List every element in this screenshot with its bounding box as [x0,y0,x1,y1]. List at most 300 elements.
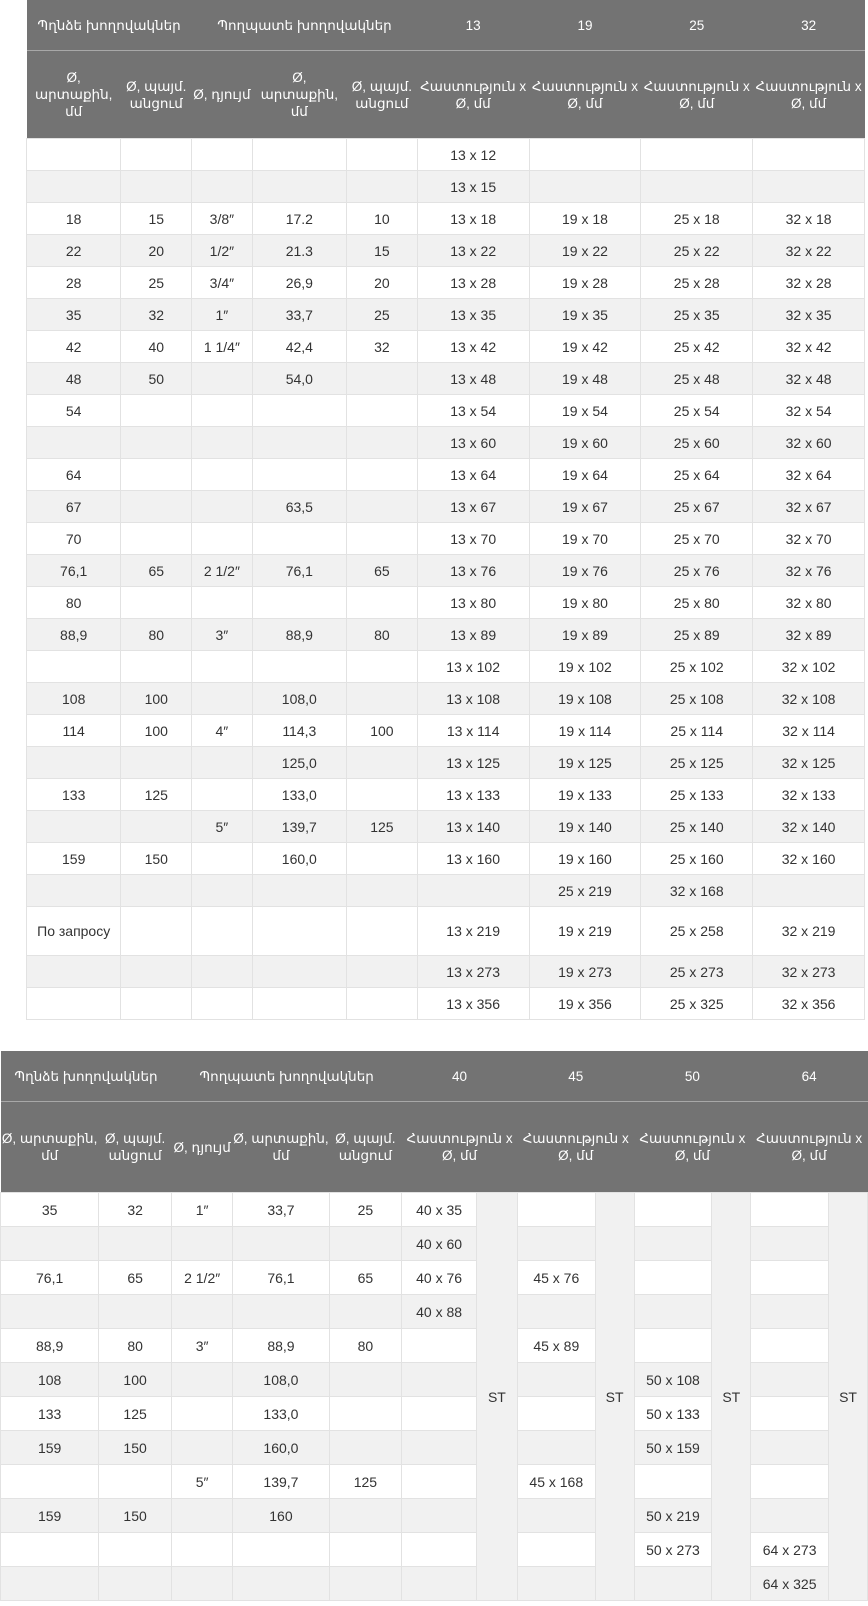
table-cell: 76,1 [1,1261,99,1295]
table-subheader-row [27,51,865,139]
table-cell: 150 [99,1499,172,1533]
copper-pipes-header: Պղնձե խողովակներ [27,0,192,51]
table-cell: 88,9 [233,1329,329,1363]
table-cell: 25 x 22 [641,235,753,267]
column-header: Ø, արտաքին, մմ [1,1102,99,1193]
table-cell: 40 x 35 [402,1193,477,1227]
table-cell: 32 x 125 [753,747,865,779]
table-cell: 13 x 35 [417,299,529,331]
table-cell: 100 [121,715,192,747]
table-cell: 63,5 [252,491,346,523]
table-cell [252,651,346,683]
table-cell [192,875,253,907]
table-subheader-row [1,1102,868,1193]
table-cell [192,779,253,811]
table-cell: 13 x 140 [417,811,529,843]
table-cell [192,363,253,395]
table-cell: 25 x 80 [641,587,753,619]
table-cell: 13 x 80 [417,587,529,619]
table-cell [347,747,418,779]
table-cell [99,1295,172,1329]
table-cell [252,171,346,203]
table-cell: 133,0 [252,779,346,811]
table-cell: 19 x 67 [529,491,641,523]
table-cell: 133 [27,779,121,811]
table-cell: 25 x 325 [641,988,753,1020]
table-cell [329,1431,402,1465]
table-row [27,235,865,267]
table-cell [329,1567,402,1601]
table-cell: 19 x 76 [529,555,641,587]
table-cell [121,988,192,1020]
table-cell: 5″ [192,811,253,843]
column-header: Հաստություն x Ø, մմ [751,1102,868,1193]
table-cell: 19 x 28 [529,267,641,299]
table-cell: 19 x 60 [529,427,641,459]
table-row [27,747,865,779]
table-cell: 19 x 70 [529,523,641,555]
st-cell: ST [476,1193,517,1601]
table-row [27,459,865,491]
table-cell [27,171,121,203]
table-cell [529,139,641,171]
table-cell [192,427,253,459]
table-cell [634,1567,712,1601]
column-header: Հաստություն x Ø, մմ [517,1102,634,1193]
table-cell [252,459,346,491]
column-header: Հաստություն x Ø, մմ [402,1102,518,1193]
table-cell: 32 x 22 [753,235,865,267]
table-cell: 76,1 [233,1261,329,1295]
table-cell: 32 x 89 [753,619,865,651]
table-row [27,331,865,363]
table-cell: 19 x 35 [529,299,641,331]
table-cell: 25 x 140 [641,811,753,843]
table-row [27,587,865,619]
table-cell: 13 x 125 [417,747,529,779]
table-cell: 50 x 273 [634,1533,712,1567]
thickness-64-header: 64 [751,1051,868,1102]
table-cell [347,683,418,715]
table-cell [634,1261,712,1295]
table-cell [27,651,121,683]
table-cell: 33,7 [233,1193,329,1227]
table-cell: 159 [1,1499,99,1533]
table-cell: 19 x 125 [529,747,641,779]
table-cell [329,1363,402,1397]
table-cell: 25 x 28 [641,267,753,299]
table-cell: 45 x 76 [517,1261,595,1295]
table-cell [121,171,192,203]
table-cell: 42,4 [252,331,346,363]
thickness-32-header: 32 [753,0,865,51]
table-row [27,299,865,331]
table-cell: 32 [347,331,418,363]
table-cell: 88,9 [1,1329,99,1363]
table-cell [347,587,418,619]
table-cell: 19 x 64 [529,459,641,491]
column-header: Ø, պայմ. անցում [347,51,418,139]
table-cell: 50 x 108 [634,1363,712,1397]
table-cell: 1″ [192,299,253,331]
column-header: Ø, արտաքին, մմ [27,51,121,139]
table-cell: 19 x 89 [529,619,641,651]
table-cell [252,907,346,956]
table-cell: 32 x 168 [641,875,753,907]
table-cell [121,811,192,843]
table-cell [402,1499,477,1533]
table-cell [402,1567,477,1601]
table-cell [641,139,753,171]
table-cell [347,491,418,523]
table-cell: 13 x 18 [417,203,529,235]
table-cell [347,843,418,875]
table-cell [1,1567,99,1601]
table-row [27,988,865,1020]
table-cell [121,491,192,523]
table-cell: 40 x 60 [402,1227,477,1261]
table-cell: 32 [99,1193,172,1227]
table-cell: 114,3 [252,715,346,747]
table-cell [751,1465,829,1499]
table-cell [517,1499,595,1533]
table-cell: 25 [121,267,192,299]
table-cell: 25 x 18 [641,203,753,235]
table-cell: 65 [347,555,418,587]
table-cell: 80 [99,1329,172,1363]
table-cell: 150 [99,1431,172,1465]
table-cell [252,139,346,171]
table-row [27,395,865,427]
table-cell [121,956,192,988]
column-header: Ø, արտաքին, մմ [233,1102,329,1193]
table-cell: 32 x 28 [753,267,865,299]
table-cell [27,427,121,459]
table-cell: 54,0 [252,363,346,395]
table-cell: 35 [1,1193,99,1227]
table-row [27,843,865,875]
table-cell [402,1397,477,1431]
table-cell [233,1295,329,1329]
table-cell: 15 [121,203,192,235]
pipe-size-table-13-32 [26,0,865,1020]
column-header: Հաստություն x Ø, մմ [529,51,641,139]
table-cell: 25 x 102 [641,651,753,683]
table-cell: 108,0 [233,1363,329,1397]
table-cell: 13 x 89 [417,619,529,651]
table-cell: 32 x 102 [753,651,865,683]
table-cell: 80 [329,1329,402,1363]
table-cell: 32 x 76 [753,555,865,587]
table-cell: 160,0 [233,1431,329,1465]
table-body [27,139,865,1020]
table-cell: 25 x 133 [641,779,753,811]
table-row [27,203,865,235]
table-cell: 25 x 70 [641,523,753,555]
table-cell: 25 x 125 [641,747,753,779]
table-cell: 114 [27,715,121,747]
table-cell: 13 x 133 [417,779,529,811]
table-row [27,907,865,956]
table-cell [517,1363,595,1397]
table-row [1,1193,868,1227]
table-cell: 19 x 219 [529,907,641,956]
table-cell: 25 [347,299,418,331]
table-header [27,0,865,139]
table-cell [121,395,192,427]
table-cell [751,1329,829,1363]
table-cell [252,523,346,555]
table-cell: 159 [27,843,121,875]
thickness-25-header: 25 [641,0,753,51]
table-cell: 19 x 108 [529,683,641,715]
table-cell [751,1227,829,1261]
table-row [27,715,865,747]
table-cell [192,651,253,683]
table-cell [517,1533,595,1567]
table-cell: 19 x 356 [529,988,641,1020]
table-cell: 13 x 12 [417,139,529,171]
table-cell: 19 x 18 [529,203,641,235]
table-cell [347,651,418,683]
table-cell: 25 x 89 [641,619,753,651]
steel-pipes-header: Պողպատե խողովակներ [192,0,418,51]
table-cell: 100 [121,683,192,715]
table-cell: 32 x 64 [753,459,865,491]
table-cell: 13 x 273 [417,956,529,988]
table-cell: 88,9 [27,619,121,651]
st-cell: ST [595,1193,634,1601]
table-cell: 32 x 35 [753,299,865,331]
table-cell [751,1363,829,1397]
table-cell [121,523,192,555]
table-cell: 25 x 108 [641,683,753,715]
table-cell [27,956,121,988]
table-cell [402,1363,477,1397]
table-cell [751,1261,829,1295]
table-row [27,811,865,843]
table-cell: 88,9 [252,619,346,651]
table-cell [329,1499,402,1533]
table-row [27,427,865,459]
table-cell [27,811,121,843]
table-cell [192,171,253,203]
table-cell: 18 [27,203,121,235]
table-cell: 64 x 325 [751,1567,829,1601]
table-cell: 125,0 [252,747,346,779]
pipe-size-table-40-64 [0,1051,868,1601]
table-cell [121,907,192,956]
table-cell: 25 x 54 [641,395,753,427]
thickness-19-header: 19 [529,0,641,51]
table-cell [417,875,529,907]
table-cell: 48 [27,363,121,395]
table-cell: 13 x 67 [417,491,529,523]
table-cell: 13 x 76 [417,555,529,587]
table-cell: 25 x 219 [529,875,641,907]
table-cell [753,139,865,171]
table-row [27,363,865,395]
table-cell: 54 [27,395,121,427]
table-cell [329,1295,402,1329]
table-cell: 13 x 102 [417,651,529,683]
table-cell: 40 x 76 [402,1261,477,1295]
table-row [27,779,865,811]
table-cell [27,139,121,171]
table-cell: 19 x 133 [529,779,641,811]
table-cell [347,779,418,811]
table-cell: 33,7 [252,299,346,331]
table-cell: 1/2″ [192,235,253,267]
table-cell [192,747,253,779]
table-row [27,683,865,715]
table-cell [171,1431,232,1465]
table-cell: 65 [329,1261,402,1295]
table-cell: 3/4″ [192,267,253,299]
table-cell: 13 x 356 [417,988,529,1020]
table-cell: 32 x 133 [753,779,865,811]
table-cell [347,956,418,988]
table-cell [1,1227,99,1261]
table-cell: 32 x 67 [753,491,865,523]
column-header: Ø, արտաքին, մմ [252,51,346,139]
table-row [27,267,865,299]
table-cell: 100 [99,1363,172,1397]
table-cell: 32 x 48 [753,363,865,395]
table-cell: 13 x 15 [417,171,529,203]
table-cell: 19 x 273 [529,956,641,988]
table-cell [99,1533,172,1567]
table-cell [517,1227,595,1261]
table-row [27,619,865,651]
table-cell: 108,0 [252,683,346,715]
table-cell: 150 [121,843,192,875]
table-cell [517,1193,595,1227]
table-cell [192,988,253,1020]
table-row [27,171,865,203]
table-cell: 125 [347,811,418,843]
table-cell [634,1465,712,1499]
table-cell [192,843,253,875]
table-cell: 25 x 64 [641,459,753,491]
table-cell: 25 x 35 [641,299,753,331]
table-cell [192,139,253,171]
table-cell: 13 x 219 [417,907,529,956]
table-cell: 76,1 [27,555,121,587]
table-cell: 13 x 60 [417,427,529,459]
table-cell: 28 [27,267,121,299]
table-cell [192,523,253,555]
table-cell: 65 [99,1261,172,1295]
column-header: Ø, պայմ. անցում [121,51,192,139]
table-cell: 19 x 22 [529,235,641,267]
table-cell [99,1567,172,1601]
table-cell [751,1499,829,1533]
table-cell: 25 x 160 [641,843,753,875]
table-cell: 5″ [171,1465,232,1499]
st-cell: ST [712,1193,751,1601]
table-cell [192,683,253,715]
table-cell: 160,0 [252,843,346,875]
st-cell: ST [829,1193,868,1601]
table-cell [753,171,865,203]
table-cell: 32 x 108 [753,683,865,715]
table-cell [1,1465,99,1499]
table-cell: 10 [347,203,418,235]
table-cell [192,491,253,523]
thickness-13-header: 13 [417,0,529,51]
table-cell: 65 [121,555,192,587]
table-cell: 125 [121,779,192,811]
table-cell: 3″ [192,619,253,651]
table-cell: 13 x 48 [417,363,529,395]
table-cell: 25 x 76 [641,555,753,587]
table-cell: 45 x 168 [517,1465,595,1499]
table-cell: 19 x 102 [529,651,641,683]
table-cell: 40 x 88 [402,1295,477,1329]
table-cell: 108 [27,683,121,715]
table-cell [27,988,121,1020]
table-cell: 159 [1,1431,99,1465]
table-cell: 19 x 54 [529,395,641,427]
table-cell [192,459,253,491]
table-cell: 19 x 114 [529,715,641,747]
table-body [1,1193,868,1601]
table-cell: 25 x 48 [641,363,753,395]
table-cell [402,1533,477,1567]
table-cell [171,1295,232,1329]
table-cell [171,1397,232,1431]
table-cell [347,395,418,427]
table-cell: 32 x 356 [753,988,865,1020]
table-cell: 1″ [171,1193,232,1227]
table-cell [1,1295,99,1329]
table-cell [121,651,192,683]
table-cell [751,1295,829,1329]
table-cell: 21.3 [252,235,346,267]
table-cell: 25 [329,1193,402,1227]
table-cell [252,956,346,988]
table-cell [252,587,346,619]
table-cell: 32 [121,299,192,331]
table-cell [121,747,192,779]
table-cell [233,1567,329,1601]
column-header: Հաստություն x Ø, մմ [634,1102,751,1193]
table-cell: 139,7 [233,1465,329,1499]
table-cell [329,1397,402,1431]
table-cell [347,875,418,907]
table-cell: 25 x 60 [641,427,753,459]
table-cell [252,875,346,907]
table-cell: 25 x 258 [641,907,753,956]
table-cell [192,956,253,988]
table-cell [329,1533,402,1567]
table-cell: 2 1/2″ [171,1261,232,1295]
table-cell: 133 [1,1397,99,1431]
table-cell: 133,0 [233,1397,329,1431]
table-cell [121,427,192,459]
column-header: Հաստություն x Ø, մմ [641,51,753,139]
table-cell: 108 [1,1363,99,1397]
table-cell [27,747,121,779]
table-cell [1,1533,99,1567]
table-cell [347,427,418,459]
table-cell: 100 [347,715,418,747]
table-cell: 32 x 114 [753,715,865,747]
table-cell [517,1295,595,1329]
table-cell [27,875,121,907]
table-cell [171,1533,232,1567]
